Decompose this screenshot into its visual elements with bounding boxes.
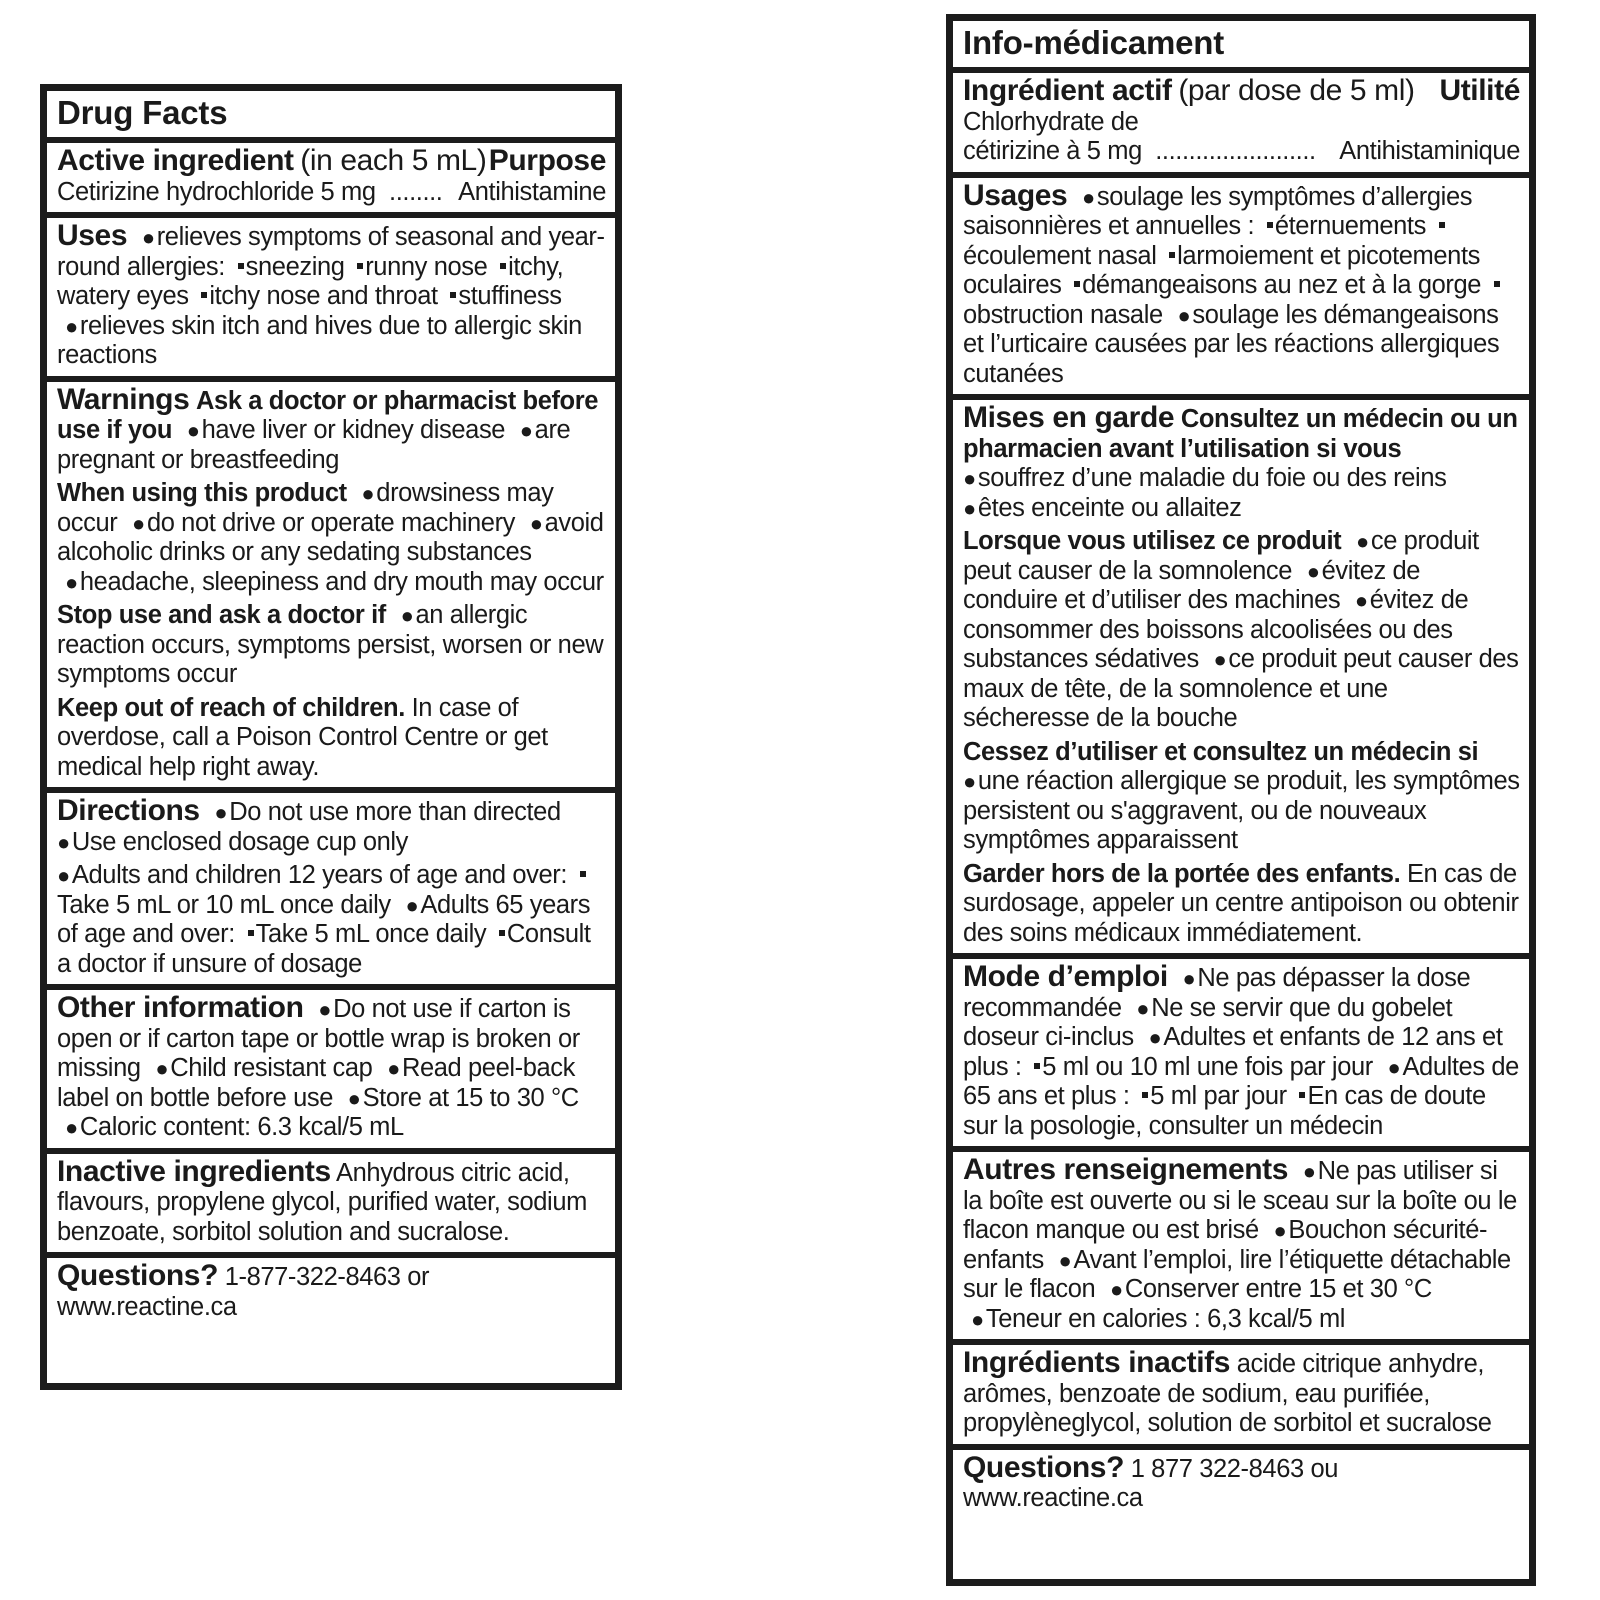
square-bullet-icon (201, 292, 207, 298)
bullet-icon: ● (347, 1085, 361, 1111)
warning-bullet: headache, sleepiness and dry mouth may occur (79, 567, 604, 596)
square-bullet-icon (238, 263, 244, 269)
bullet-icon: ● (963, 769, 976, 794)
ingredient-actif-section (953, 73, 1529, 178)
uses-sub-bullet: itchy, watery eyes (57, 252, 564, 310)
square-bullet-icon (1169, 252, 1175, 258)
bullet-icon: ● (529, 510, 543, 536)
bullet-icon: ● (141, 225, 155, 250)
square-bullet-icon (450, 292, 456, 298)
warnings-section (47, 382, 615, 794)
square-bullet-icon (1034, 1063, 1040, 1069)
garder-hors-heading: Garder hors de la portée des enfants. (963, 859, 1401, 888)
warning-bullet: ce produit peut causer de la somnolence (963, 527, 1479, 585)
other-bullet: Teneur en calories : 6,3 kcal/5 ml (985, 1304, 1346, 1333)
directions-sub-bullet: 5 ml par jour (1150, 1082, 1287, 1110)
warning-bullet: have liver or kidney disease (201, 416, 506, 444)
uses-bullet: relieves symptoms of seasonal and year-round allergies: (57, 223, 605, 281)
questions-heading: Questions? (57, 1259, 219, 1292)
square-bullet-icon (1142, 1092, 1148, 1098)
other-bullet: Bouchon sécurité-enfants (963, 1216, 1488, 1274)
warning-bullet: drowsiness may occur (57, 479, 554, 537)
active-ingredient-section (47, 143, 615, 218)
warning-bullet: une réaction allergique se produit, les symptômes persistent ou s'aggravent, ou de nouveaux symptômes apparaissent (963, 767, 1520, 854)
usages-sub-bullet: larmoiement et picotements oculaires (963, 241, 1480, 299)
ingredients-inactifs-heading: Ingrédients inactifs (963, 1346, 1231, 1379)
uses-sub-bullet: runny nose (365, 252, 488, 281)
mode-emploi-section (953, 959, 1529, 1152)
uses-sub-bullet: itchy nose and throat (209, 282, 438, 310)
square-bullet-icon (1074, 281, 1080, 287)
ingredient-name-line1: Chlorhydrate de (963, 107, 1139, 136)
bullet-icon: ● (1387, 1054, 1401, 1080)
directions-bullet: Do not use more than directed (229, 798, 561, 826)
bullet-icon: ● (1136, 995, 1150, 1021)
bullet-icon: ● (132, 510, 145, 536)
uses-bullet: relieves skin itch and hives due to allergic skin reactions (57, 311, 582, 369)
drug-facts-title: Drug Facts (47, 91, 615, 143)
bullet-icon: ● (186, 418, 200, 443)
questions-section-fr (953, 1450, 1529, 1519)
purpose-heading: Purpose (488, 144, 606, 177)
usages-sub-bullet: démangeaisons au nez et à la gorge (1082, 271, 1482, 299)
warning-bullet: évitez de consommer des boissons alcoolisées ou des substances sédatives (963, 586, 1469, 673)
square-bullet-icon (1439, 222, 1445, 228)
cessez-heading: Cessez d’utiliser et consultez un médecin si (963, 737, 1479, 766)
autres-renseignements-heading: Autres renseignements (963, 1153, 1289, 1186)
other-information-heading: Other information (57, 991, 304, 1024)
autres-renseignements-section (953, 1152, 1529, 1345)
directions-bullet: Adultes et enfants de 12 ans et plus : (963, 1023, 1503, 1081)
bullet-icon: ● (361, 481, 375, 506)
square-bullet-icon (499, 930, 505, 936)
bullet-icon: ● (1213, 647, 1227, 672)
bullet-icon: ● (963, 466, 976, 491)
usages-section (953, 178, 1529, 401)
info-medicament-title: Info-médicament (953, 21, 1529, 73)
drug-facts-panel (40, 84, 622, 1390)
square-bullet-icon (580, 871, 586, 877)
square-bullet-icon (357, 263, 363, 269)
uses-heading: Uses (57, 219, 128, 252)
other-bullet: Child resistant cap (170, 1054, 373, 1082)
utilite-heading: Utilité (1439, 74, 1520, 107)
ingredient-actif-heading: Ingrédient actif (963, 74, 1172, 107)
bullet-icon: ● (1182, 966, 1196, 991)
bullet-icon: ● (1306, 558, 1320, 584)
bullet-icon: ● (519, 418, 533, 443)
square-bullet-icon (1494, 281, 1500, 287)
usages-bullet: soulage les démangeaisons et l’urticaire causées par les réactions allergiques cutanées (963, 300, 1500, 388)
directions-bullet: Use enclosed dosage cup only (71, 827, 409, 856)
dot-leader: ........ (389, 177, 443, 206)
when-using-heading: When using this product (57, 479, 347, 507)
directions-section (47, 793, 615, 990)
square-bullet-icon (1267, 222, 1273, 228)
keep-out-heading: Keep out of reach of children. (57, 693, 405, 722)
directions-bullet: Adultes de 65 ans et plus : (963, 1052, 1519, 1110)
warning-bullet: êtes enceinte ou allaitez (977, 493, 1242, 522)
questions-phone: 1-877-322-8463 or (224, 1263, 430, 1291)
directions-sub-bullet: Take 5 mL or 10 mL once daily (57, 890, 391, 919)
uses-sub-bullet: sneezing (245, 252, 345, 281)
consultez-heading: Consultez un médecin ou un pharmacien avant l’utilisation si vous (963, 405, 1518, 463)
ingredients-inactifs-section (953, 1345, 1529, 1450)
directions-sub-bullet: En cas de doute sur la posologie, consulter un médecin (963, 1082, 1486, 1140)
ingredients-inactifs-text: acide citrique anhydre, arômes, benzoate de sodium, eau purifiée, propylèneglycol, solution de sorbitol et sucralose (963, 1350, 1492, 1437)
bullet-icon: ● (387, 1056, 400, 1081)
bullet-icon: ● (318, 997, 332, 1022)
directions-heading: Directions (57, 794, 200, 827)
questions-website: www.reactine.ca (57, 1292, 237, 1321)
questions-section (47, 1258, 615, 1327)
warning-bullet: are pregnant or breastfeeding (57, 416, 571, 474)
directions-bullet: Ne pas dépasser la dose recommandée (963, 964, 1471, 1022)
questions-website-fr: www.reactine.ca (963, 1484, 1143, 1512)
utilite-value: Antihistaminique (1339, 137, 1520, 165)
other-information-section (47, 990, 615, 1154)
questions-heading-fr: Questions? (963, 1450, 1125, 1484)
square-bullet-icon (1299, 1092, 1305, 1098)
bullet-icon: ● (971, 1306, 984, 1332)
active-ingredient-qualifier: (in each 5 mL) (300, 144, 487, 177)
other-bullet: Ne pas utiliser si la boîte est ouverte ou si le sceau sur la boîte ou le flacon manque ou est brisé (963, 1157, 1517, 1244)
inactive-ingredients-text: Anhydrous citric acid, flavours, propylene glycol, purified water, sodium benzoate, sorbitol solution and sucralose. (57, 1158, 587, 1246)
bullet-icon: ● (1302, 1159, 1316, 1184)
bullet-icon: ● (405, 892, 419, 918)
bullet-icon: ● (65, 1115, 78, 1140)
other-bullet: Store at 15 to 30 °C (362, 1083, 579, 1112)
bullet-icon: ● (1082, 184, 1095, 210)
warning-bullet: an allergic reaction occurs, symptoms persist, worsen or new symptoms occur (57, 601, 604, 688)
warning-bullet: do not drive or operate machinery (146, 508, 516, 537)
bullet-icon: ● (1109, 1277, 1123, 1302)
ask-doctor-heading: Ask a doctor or pharmacist before use if you (57, 386, 599, 444)
directions-bullet: Adults 65 years of age and over: (57, 890, 591, 948)
bullet-icon: ● (1148, 1025, 1162, 1050)
usages-sub-bullet: écoulement nasal (963, 241, 1157, 270)
square-bullet-icon (248, 930, 254, 936)
purpose-value: Antihistamine (458, 177, 606, 206)
garder-hors-text: En cas de surdosage, appeler un centre antipoison ou obtenir des soins médicaux immédiatement. (963, 859, 1519, 947)
bullet-icon: ● (65, 313, 78, 339)
usages-sub-bullet: obstruction nasale (963, 300, 1163, 329)
other-bullet: Do not use if carton is open or if carton tape or bottle wrap is broken or missing (57, 995, 580, 1082)
other-bullet: Conserver entre 15 et 30 °C (1124, 1275, 1432, 1303)
warning-bullet: ce produit peut causer des maux de tête, de la somnolence et une sécheresse de la bouche (963, 645, 1519, 732)
keep-out-text: In case of overdose, call a Poison Control Centre or get medical help right away. (57, 693, 548, 781)
directions-sub-bullet: 5 ml ou 10 ml une fois par jour (1042, 1052, 1373, 1081)
dot-leader: ........................ (1155, 137, 1316, 165)
bullet-icon: ● (1177, 302, 1191, 328)
bullet-icon: ● (1058, 1247, 1072, 1273)
questions-phone-fr: 1 877 322-8463 ou (1130, 1454, 1339, 1483)
ingredient-actif-qualifier: (par dose de 5 ml) (1178, 74, 1415, 107)
square-bullet-icon (500, 263, 506, 269)
uses-section (47, 218, 615, 382)
inactive-ingredients-section (47, 1154, 615, 1259)
bullet-icon: ● (155, 1056, 169, 1081)
info-medicament-panel (946, 14, 1536, 1586)
bullet-icon: ● (1355, 529, 1369, 554)
bullet-icon: ● (1354, 588, 1368, 613)
bullet-icon: ● (963, 495, 976, 521)
warnings-heading: Warnings (57, 382, 190, 416)
mode-emploi-heading: Mode d’emploi (963, 960, 1168, 993)
bullet-icon: ● (400, 603, 414, 628)
stop-use-heading: Stop use and ask a doctor if (57, 601, 386, 629)
directions-bullet: Adults and children 12 years of age and over: (71, 861, 568, 889)
ingredient-name-line2: cétirizine à 5 mg (963, 137, 1142, 165)
other-bullet: Avant l’emploi, lire l’étiquette détachable sur le flacon (963, 1245, 1511, 1303)
bullet-icon: ● (1273, 1218, 1287, 1243)
uses-sub-bullet: stuffiness (458, 282, 562, 310)
other-bullet: Read peel-back label on bottle before use (57, 1054, 575, 1112)
lorsque-heading: Lorsque vous utilisez ce produit (963, 527, 1342, 555)
mises-en-garde-section (953, 400, 1529, 959)
bullet-icon: ● (57, 863, 70, 888)
usages-heading: Usages (963, 178, 1068, 212)
mises-en-garde-heading: Mises en garde (963, 401, 1175, 434)
directions-sub-bullet: Consult a doctor if unsure of dosage (57, 920, 591, 978)
bullet-icon: ● (57, 829, 70, 855)
warning-bullet: souffrez d’une maladie du foie ou des reins (977, 464, 1447, 492)
other-bullet: Caloric content: 6.3 kcal/5 mL (79, 1113, 404, 1141)
warning-bullet: avoid alcoholic drinks or any sedating substances (57, 508, 604, 566)
directions-sub-bullet: Take 5 mL once daily (255, 920, 487, 948)
bullet-icon: ● (65, 569, 78, 595)
bullet-icon: ● (214, 800, 228, 825)
directions-bullet: Ne se servir que du gobelet doseur ci-inclus (963, 993, 1453, 1051)
inactive-ingredients-heading: Inactive ingredients (57, 1154, 331, 1188)
ingredient-name: Cetirizine hydrochloride 5 mg (57, 177, 376, 206)
active-ingredient-heading: Active ingredient (57, 144, 294, 177)
usages-sub-bullet: éternuements (1274, 212, 1426, 240)
usages-bullet: soulage les symptômes d’allergies saisonnières et annuelles : (963, 182, 1473, 240)
warning-bullet: évitez de conduire et d’utiliser des machines (963, 556, 1421, 614)
